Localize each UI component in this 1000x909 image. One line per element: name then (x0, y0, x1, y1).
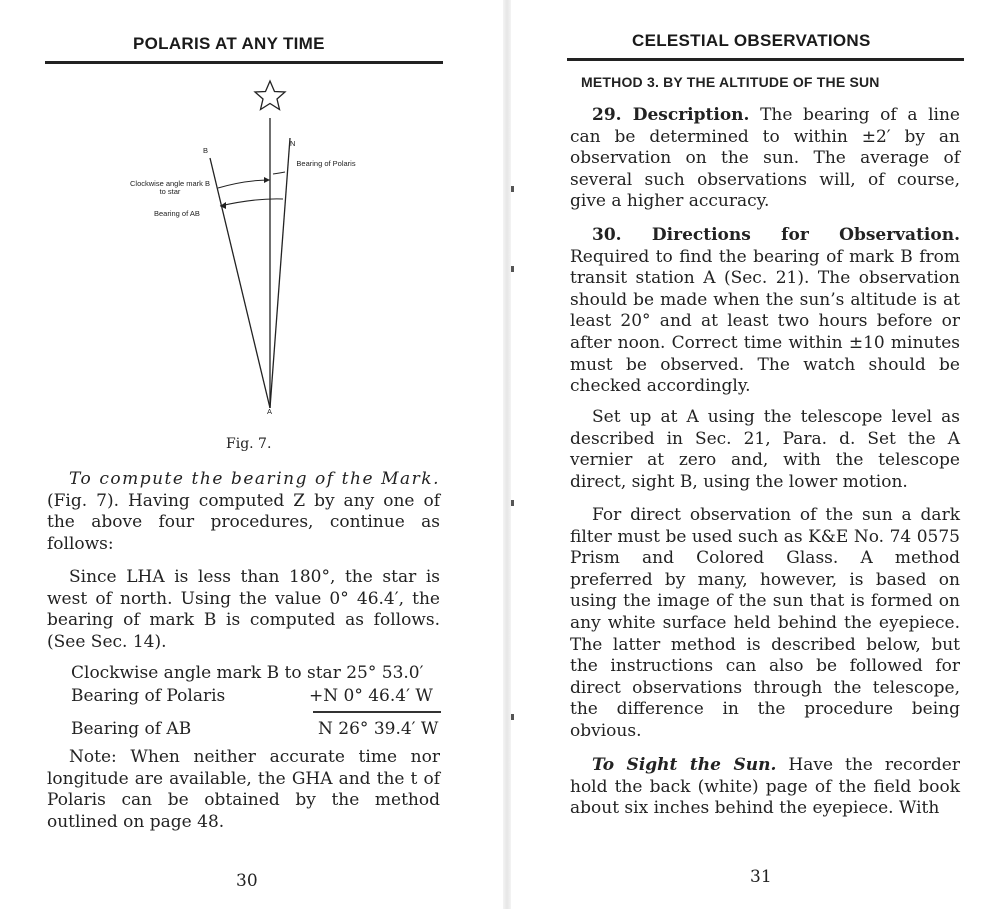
calc-row-3-label: Bearing of AB (71, 719, 192, 739)
running-head: POLARIS AT ANY TIME (133, 34, 325, 53)
note-paragraph: Note: When neither accurate time nor longitude are available, the GHA and the t of Polaris can be obtained by the method outlined on page 48. (47, 747, 440, 832)
calc-row-3-value: N 26° 39.4′ W (318, 719, 439, 739)
compute-bearing-paragraph: To compute the bearing of the Mark. (Fig. 7). Having computed Z by any one of the above four procedures, continue as follows: (47, 469, 440, 554)
calc-row-2-value: +N 0° 46.4′ W (309, 686, 433, 706)
compute-bearing-heading: To compute the bearing of the Mark. (69, 469, 440, 489)
lha-paragraph: Since LHA is less than 180°, the star is west of north. Using the value 0° 46.4′, the bearing of mark B is computed as follows. (See Sec. 14). (47, 567, 440, 652)
sum-rule (313, 711, 441, 713)
north-line (270, 138, 290, 408)
section-30-heading: 30. Directions for Observation. (592, 225, 960, 245)
running-head: CELESTIAL OBSERVATIONS (632, 31, 871, 50)
sight-sun-heading: To Sight the Sun. (592, 755, 777, 775)
right-page (510, 0, 1000, 909)
page-number: 30 (236, 871, 258, 891)
label-n: N (290, 139, 296, 148)
sight-sun-paragraph: To Sight the Sun. Have the recorder hold the back (white) page of the field book about six inches behind the eyepiece. With (570, 755, 960, 819)
setup-paragraph: Set up at A using the telescope level as described in Sec. 21, Para. d. Set the A vernier at zero and, with the telescope direct, sight B, using the lower motion. (570, 407, 960, 492)
label-a: A (267, 407, 273, 416)
description-paragraph: 29. Description. The bearing of a line can be determined to within ±2′ by an observation on the sun. The average of several such observations will, of course, give a higher accuracy. (570, 105, 960, 212)
label-clockwise-angle: Clockwise angle mark B to star (129, 179, 211, 196)
section-29-heading: 29. Description. (592, 105, 750, 125)
direct-observation-paragraph: For direct observation of the sun a dark filter must be used such as K&E No. 74 0575 Prism and Colored Glass. A method preferred by many, however, is based on using the image of the sun that is formed on any white surface held behind the eyepiece. The latter method is described below, but the instructions can also be followed for direct observations through the telescope, the difference in the procedure being obvious. (570, 505, 960, 741)
figure-7-diagram (120, 78, 380, 420)
page-number: 31 (750, 867, 772, 887)
directions-paragraph: 30. Directions for Observation. Required to find the bearing of mark B from transit station A (Sec. 21). The observation should be made when the sun’s altitude is at least 20° and at least two hours before or after noon. Correct time within ±10 minutes must be observed. The watch should be checked accordingly. (570, 225, 960, 397)
label-bearing-of-ab: Bearing of AB (154, 209, 200, 218)
star-icon (255, 81, 285, 110)
label-b: B (203, 146, 209, 155)
section-subheading: METHOD 3. BY THE ALTITUDE OF THE SUN (581, 74, 880, 90)
calc-row-2-label: Bearing of Polaris (71, 686, 226, 706)
header-rule (45, 61, 443, 64)
mark-b-line (210, 158, 270, 408)
label-bearing-of-polaris: Bearing of Polaris (296, 159, 356, 168)
calc-row-1: Clockwise angle mark B to star 25° 53.0′ (71, 663, 424, 683)
figure-caption: Fig. 7. (226, 436, 272, 452)
header-rule (567, 58, 964, 61)
